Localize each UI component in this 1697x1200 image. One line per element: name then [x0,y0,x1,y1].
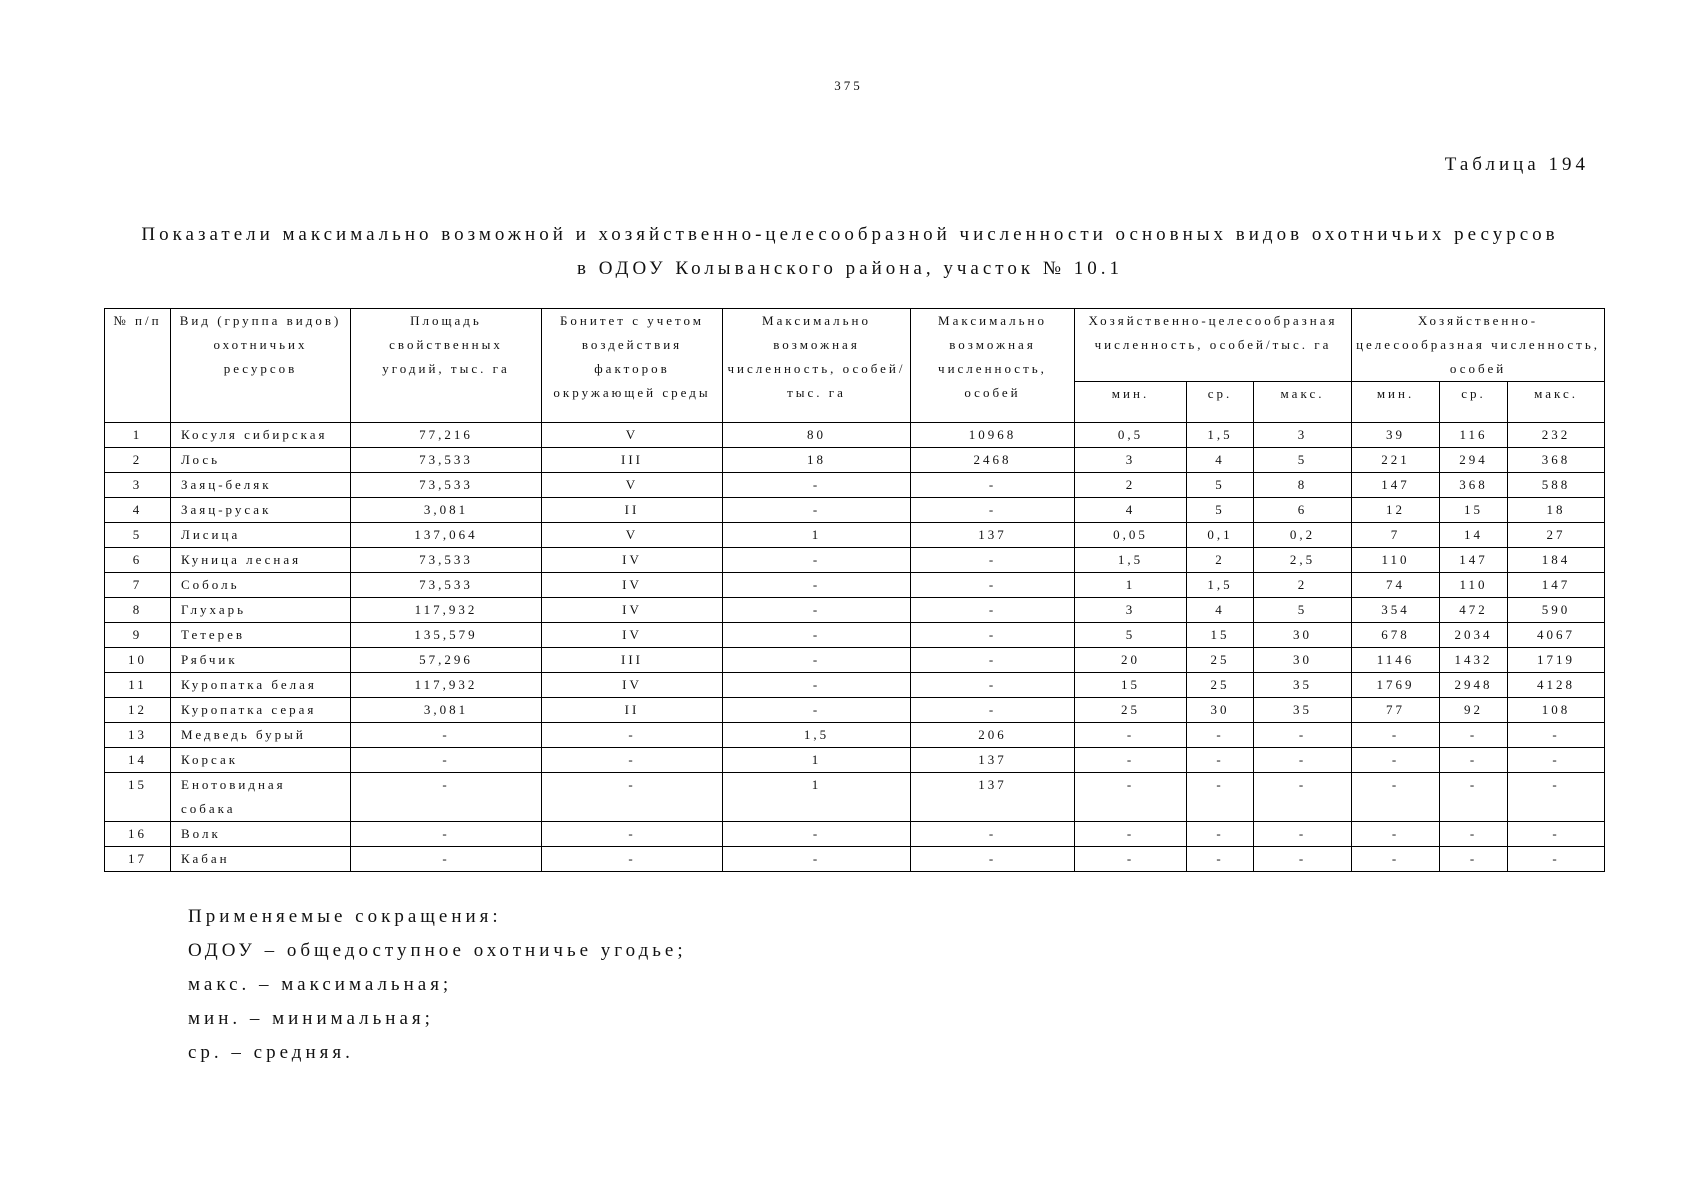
table-cell: - [911,648,1075,673]
table-row [105,573,1605,598]
table-cell: - [542,822,723,847]
header-eco-density-avg: ср. [1187,382,1254,423]
table-cell: V [542,473,723,498]
header-max-density: Максимально возможная численность, особей/тыс. га [723,309,911,423]
table-cell: 5 [1254,598,1352,623]
table-cell: 77,216 [351,423,542,448]
species-name-cell: Куропатка серая [171,698,351,723]
table-cell: 2468 [911,448,1075,473]
table-cell: V [542,523,723,548]
table-cell: IV [542,548,723,573]
table-cell: - [1508,773,1605,822]
table-cell: V [542,423,723,448]
table-cell: 5 [1254,448,1352,473]
table-cell: 73,533 [351,448,542,473]
table-cell: 4067 [1508,623,1605,648]
table-cell: 12 [1352,498,1440,523]
table-cell: - [542,847,723,872]
table-cell: - [1352,822,1440,847]
row-number-cell: 6 [105,548,171,573]
table-cell: 0,2 [1254,523,1352,548]
table-cell: 4 [1075,498,1187,523]
table-cell: IV [542,623,723,648]
table-cell: 0,05 [1075,523,1187,548]
table-cell: 1 [723,773,911,822]
table-cell: - [351,822,542,847]
notes-heading: Применяемые сокращения: [188,906,502,927]
table-cell: - [1440,773,1508,822]
table-cell: 5 [1075,623,1187,648]
table-cell: - [723,598,911,623]
species-name-cell: Лисица [171,523,351,548]
table-cell: 30 [1254,648,1352,673]
table-cell: - [542,748,723,773]
table-row [105,598,1605,623]
table-cell: 39 [1352,423,1440,448]
table-cell: - [723,648,911,673]
table-cell: 4 [1187,598,1254,623]
table-cell: - [1352,847,1440,872]
table-cell: - [723,847,911,872]
header-eco-count-min: мин. [1352,382,1440,423]
species-name-cell: Глухарь [171,598,351,623]
table-cell: - [723,573,911,598]
table-row [105,473,1605,498]
table-cell: - [911,573,1075,598]
table-cell: 73,533 [351,473,542,498]
table-cell: 30 [1187,698,1254,723]
table-cell: - [1508,748,1605,773]
table-cell: - [351,748,542,773]
table-row [105,723,1605,748]
table-cell: 588 [1508,473,1605,498]
species-name-cell: Енотовидная собака [171,773,351,822]
table-cell: 73,533 [351,548,542,573]
header-num: № п/п [105,309,171,423]
species-name-cell: Медведь бурый [171,723,351,748]
table-cell: IV [542,573,723,598]
table-cell: 1432 [1440,648,1508,673]
table-cell: - [1352,723,1440,748]
table-cell: - [351,723,542,748]
table-cell: IV [542,598,723,623]
table-cell: II [542,698,723,723]
table-cell: 27 [1508,523,1605,548]
table-cell: - [911,847,1075,872]
table-cell: - [1352,773,1440,822]
table-cell: - [1187,748,1254,773]
table-cell: - [911,548,1075,573]
table-cell: 221 [1352,448,1440,473]
table-cell: 3,081 [351,698,542,723]
table-cell: 1769 [1352,673,1440,698]
table-row [105,773,1605,822]
table-cell: 18 [723,448,911,473]
row-number-cell: 15 [105,773,171,822]
table-cell: 116 [1440,423,1508,448]
table-cell: 25 [1187,673,1254,698]
table-cell: 1 [723,523,911,548]
table-cell: 18 [1508,498,1605,523]
table-cell: - [1254,773,1352,822]
table-cell: 135,579 [351,623,542,648]
table-cell: 2948 [1440,673,1508,698]
table-row [105,423,1605,448]
table-header [105,309,1605,423]
notes-item: макс. – максимальная; [188,974,453,995]
table-cell: 108 [1508,698,1605,723]
table-cell: - [723,473,911,498]
table-cell: - [911,598,1075,623]
table-cell: 147 [1508,573,1605,598]
table-cell: 117,932 [351,673,542,698]
table-row [105,623,1605,648]
table-cell: - [1508,822,1605,847]
table-cell: 1 [723,748,911,773]
title-line-2: в ОДОУ Колыванского района, участок № 10.1 [577,258,1123,279]
table-cell: III [542,448,723,473]
row-number-cell: 17 [105,847,171,872]
table-cell: 20 [1075,648,1187,673]
table-cell: III [542,648,723,673]
table-row [105,523,1605,548]
header-area: Площадь свойственных угодий, тыс. га [351,309,542,423]
table-cell: 3,081 [351,498,542,523]
table-cell: - [1254,748,1352,773]
table-cell: 1,5 [1187,573,1254,598]
table-row [105,673,1605,698]
table-row [105,448,1605,473]
table-cell: 15 [1075,673,1187,698]
table-cell: 206 [911,723,1075,748]
row-number-cell: 9 [105,623,171,648]
species-name-cell: Заяц-русак [171,498,351,523]
row-number-cell: 8 [105,598,171,623]
table-cell: - [1075,847,1187,872]
species-name-cell: Лось [171,448,351,473]
table-cell: II [542,498,723,523]
table-cell: 368 [1508,448,1605,473]
table-cell: - [723,698,911,723]
table-cell: 232 [1508,423,1605,448]
species-name-cell: Тетерев [171,623,351,648]
table-title [60,218,1640,286]
table-cell: 368 [1440,473,1508,498]
header-eco-count-avg: ср. [1440,382,1508,423]
table-cell: - [1187,773,1254,822]
notes-item: ср. – средняя. [188,1042,354,1063]
title-line-1: Показатели максимально возможной и хозяйственно-целесообразной численности основных видов охотничьих ресурсов [141,224,1559,245]
table-cell: 2,5 [1254,548,1352,573]
table-cell: 35 [1254,698,1352,723]
table-cell: - [1440,748,1508,773]
row-number-cell: 7 [105,573,171,598]
table-cell: 5 [1187,498,1254,523]
table-cell: 4 [1187,448,1254,473]
row-number-cell: 3 [105,473,171,498]
table-cell: - [1187,723,1254,748]
table-cell: 30 [1254,623,1352,648]
header-eco-count-max: макс. [1508,382,1605,423]
page-number: 375 [834,78,863,93]
table-cell: 1719 [1508,648,1605,673]
table-cell: 590 [1508,598,1605,623]
table-cell: - [723,498,911,523]
table-cell: 1 [1075,573,1187,598]
row-number-cell: 5 [105,523,171,548]
table-cell: - [1075,822,1187,847]
table-cell: 15 [1187,623,1254,648]
table-cell: 294 [1440,448,1508,473]
species-name-cell: Куница лесная [171,548,351,573]
header-max-count: Максимально возможная численность, особей [911,309,1075,423]
row-number-cell: 11 [105,673,171,698]
table-cell: 15 [1440,498,1508,523]
table-cell: 137 [911,773,1075,822]
table-cell: 25 [1187,648,1254,673]
table-row [105,698,1605,723]
table-cell: 2034 [1440,623,1508,648]
table-cell: - [1440,822,1508,847]
table-cell: 7 [1352,523,1440,548]
table-cell: - [723,623,911,648]
table-cell: 147 [1440,548,1508,573]
table-cell: 1,5 [1187,423,1254,448]
species-name-cell: Волк [171,822,351,847]
table-cell: 147 [1352,473,1440,498]
table-cell: 5 [1187,473,1254,498]
table-cell: 678 [1352,623,1440,648]
species-name-cell: Кабан [171,847,351,872]
table-cell: 184 [1508,548,1605,573]
table-body [105,423,1605,872]
row-number-cell: 2 [105,448,171,473]
table-cell: 137 [911,748,1075,773]
table-cell: 3 [1075,598,1187,623]
table-cell: IV [542,673,723,698]
table-cell: - [1254,847,1352,872]
species-name-cell: Куропатка белая [171,673,351,698]
table-cell: - [1440,723,1508,748]
row-number-cell: 13 [105,723,171,748]
table-cell: 472 [1440,598,1508,623]
table-cell: - [542,723,723,748]
table-cell: - [723,822,911,847]
table-cell: - [723,673,911,698]
table-cell: 14 [1440,523,1508,548]
table-cell: - [1254,723,1352,748]
header-bonitet: Бонитет с учетом воздействия факторов окружающей среды [542,309,723,423]
table-cell: - [1187,847,1254,872]
species-name-cell: Корсак [171,748,351,773]
table-cell: - [1508,723,1605,748]
data-table [104,308,1605,872]
table-cell: 137 [911,523,1075,548]
table-row [105,748,1605,773]
table-cell: 73,533 [351,573,542,598]
table-cell: - [911,498,1075,523]
table-cell: - [911,673,1075,698]
table-cell: 80 [723,423,911,448]
table-cell: - [1352,748,1440,773]
table-cell: 0,5 [1075,423,1187,448]
row-number-cell: 12 [105,698,171,723]
table-cell: - [351,773,542,822]
table-cell: 10968 [911,423,1075,448]
table-row [105,498,1605,523]
header-eco-density-min: мин. [1075,382,1187,423]
table-cell: 137,064 [351,523,542,548]
table-cell: - [911,473,1075,498]
table-cell: 117,932 [351,598,542,623]
header-eco-count: Хозяйственно-целесообразная численность, особей [1352,309,1605,382]
table-cell: 1,5 [1075,548,1187,573]
row-number-cell: 14 [105,748,171,773]
table-cell: - [911,822,1075,847]
header-species: Вид (группа видов) охотничьих ресурсов [171,309,351,423]
table-cell: 6 [1254,498,1352,523]
table-cell: 4128 [1508,673,1605,698]
table-cell: 57,296 [351,648,542,673]
row-number-cell: 16 [105,822,171,847]
table-cell: 3 [1254,423,1352,448]
species-name-cell: Рябчик [171,648,351,673]
notes-item: мин. – минимальная; [188,1008,434,1029]
row-number-cell: 10 [105,648,171,673]
row-number-cell: 4 [105,498,171,523]
table-cell: 74 [1352,573,1440,598]
notes-item: ОДОУ – общедоступное охотничье угодье; [188,940,687,961]
table-cell: - [911,623,1075,648]
table-cell: 2 [1187,548,1254,573]
table-row [105,548,1605,573]
table-cell: 110 [1440,573,1508,598]
table-cell: 2 [1075,473,1187,498]
table-row [105,847,1605,872]
table-cell: 3 [1075,448,1187,473]
table-cell: 1,5 [723,723,911,748]
table-row [105,648,1605,673]
table-cell: - [542,773,723,822]
table-cell: - [1440,847,1508,872]
species-name-cell: Заяц-беляк [171,473,351,498]
header-eco-density-max: макс. [1254,382,1352,423]
species-name-cell: Косуля сибирская [171,423,351,448]
table-row [105,822,1605,847]
table-cell: - [351,847,542,872]
table-cell: 1146 [1352,648,1440,673]
table-cell: - [1075,723,1187,748]
table-cell: 354 [1352,598,1440,623]
species-name-cell: Соболь [171,573,351,598]
table-cell: - [1075,748,1187,773]
table-number: Таблица 194 [1444,154,1589,175]
table-cell: - [1508,847,1605,872]
table-cell: 2 [1254,573,1352,598]
table-cell: 8 [1254,473,1352,498]
table-cell: 25 [1075,698,1187,723]
row-number-cell: 1 [105,423,171,448]
abbreviations-notes [188,900,687,1070]
table-cell: 92 [1440,698,1508,723]
table-cell: 77 [1352,698,1440,723]
table-cell: 0,1 [1187,523,1254,548]
header-eco-density: Хозяйственно-целесообразная численность, особей/тыс. га [1075,309,1352,382]
table-cell: - [1075,773,1187,822]
table-cell: - [1254,822,1352,847]
table-cell: - [911,698,1075,723]
table-cell: - [723,548,911,573]
table-cell: - [1187,822,1254,847]
table-cell: 35 [1254,673,1352,698]
table-cell: 110 [1352,548,1440,573]
